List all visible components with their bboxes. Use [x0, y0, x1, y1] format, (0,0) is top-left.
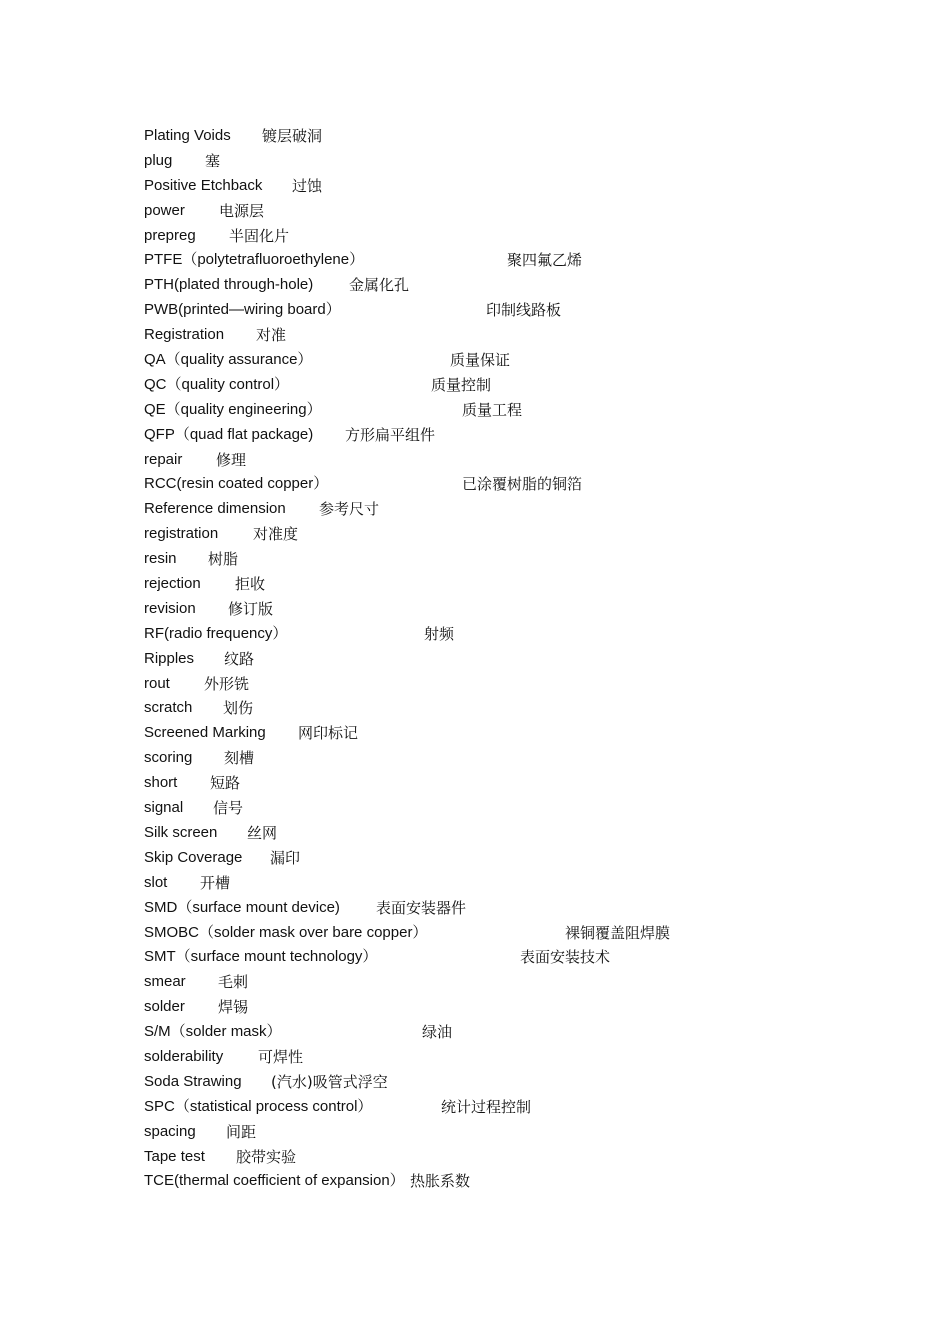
- chinese-translation: 树脂: [208, 550, 239, 569]
- english-term: Silk screen: [144, 823, 218, 841]
- glossary-entry: [144, 1145, 864, 1170]
- glossary-entry: [144, 1120, 864, 1145]
- english-term: QC（quality control）: [144, 375, 290, 393]
- chinese-translation: 表面安装技术: [520, 948, 611, 967]
- glossary-entry: [144, 497, 864, 522]
- chinese-translation: 参考尺寸: [319, 500, 380, 519]
- glossary-entry: [144, 323, 864, 348]
- english-term: slot: [144, 873, 168, 891]
- english-term: prepreg: [144, 226, 196, 244]
- glossary-entry: [144, 1095, 864, 1120]
- english-term: Skip Coverage: [144, 848, 243, 866]
- chinese-translation: 绿油: [422, 1023, 453, 1042]
- glossary-entry: [144, 423, 864, 448]
- english-term: Registration: [144, 326, 225, 344]
- chinese-translation: 印制线路板: [486, 301, 562, 320]
- glossary-entry: [144, 696, 864, 721]
- chinese-translation: 对准度: [253, 525, 299, 544]
- chinese-translation: 刻槽: [224, 749, 255, 768]
- english-term: RF(radio frequency）: [144, 624, 288, 642]
- glossary-entry: [144, 1045, 864, 1070]
- english-term: repair: [144, 450, 183, 468]
- chinese-translation: 划伤: [223, 699, 254, 718]
- glossary-entry: [144, 1169, 864, 1194]
- english-term: QA（quality assurance）: [144, 351, 313, 369]
- glossary-entry: [144, 896, 864, 921]
- english-term: Plating Voids: [144, 127, 231, 144]
- chinese-translation: 质量保证: [450, 351, 511, 370]
- chinese-translation: 射频: [424, 624, 455, 643]
- glossary-entry: [144, 871, 864, 896]
- english-term: solderability: [144, 1047, 224, 1065]
- glossary-entry: [144, 672, 864, 697]
- chinese-translation: 拒收: [235, 575, 266, 594]
- chinese-translation: 方形扁平组件: [345, 425, 436, 444]
- glossary-entry: [144, 921, 864, 946]
- english-term: S/M（solder mask）: [144, 1023, 282, 1041]
- chinese-translation: (汽水)吸管式浮空: [271, 1072, 388, 1091]
- english-term: QFP（quad flat package): [144, 425, 314, 443]
- english-term: Ripples: [144, 649, 195, 667]
- english-term: rout: [144, 674, 170, 692]
- glossary-entry: [144, 398, 864, 423]
- chinese-translation: 表面安装器件: [376, 898, 467, 917]
- chinese-translation: 漏印: [270, 848, 301, 867]
- chinese-translation: 统计过程控制: [441, 1097, 532, 1116]
- glossary-entry: [144, 174, 864, 199]
- chinese-translation: 塞: [205, 151, 221, 170]
- chinese-translation: 间距: [226, 1122, 257, 1141]
- chinese-translation: 已涂覆树脂的铜箔: [462, 475, 583, 494]
- chinese-translation: 过蚀: [292, 176, 323, 195]
- english-term: PWB(printed—wiring board）: [144, 301, 341, 319]
- english-term: rejection: [144, 575, 201, 593]
- chinese-translation: 半固化片: [229, 226, 290, 245]
- english-term: registration: [144, 525, 219, 543]
- glossary-entry: [144, 572, 864, 597]
- glossary-entry: [144, 622, 864, 647]
- chinese-translation: 镀层破洞: [262, 127, 323, 145]
- chinese-translation: 信号: [213, 799, 244, 818]
- english-term: revision: [144, 599, 196, 617]
- glossary-entry: [144, 472, 864, 497]
- chinese-translation: 可焊性: [258, 1047, 304, 1066]
- english-term: SMT（surface mount technology）: [144, 948, 378, 966]
- glossary-entry: [144, 273, 864, 298]
- glossary-entry: [144, 846, 864, 871]
- glossary-entry: [144, 149, 864, 174]
- english-term: signal: [144, 799, 184, 817]
- glossary-entry: [144, 721, 864, 746]
- chinese-translation: 修订版: [228, 599, 274, 618]
- glossary-entry: [144, 248, 864, 273]
- glossary-entry: [144, 995, 864, 1020]
- english-term: PTH(plated through-hole): [144, 276, 314, 294]
- english-term: spacing: [144, 1122, 196, 1140]
- glossary-entry: [144, 124, 864, 149]
- glossary-entry: [144, 771, 864, 796]
- glossary-entry: [144, 199, 864, 224]
- glossary-entry: [144, 373, 864, 398]
- english-term: power: [144, 201, 185, 219]
- glossary-entry: [144, 448, 864, 473]
- chinese-translation: 质量控制: [431, 375, 492, 394]
- chinese-translation: 短路: [210, 774, 241, 793]
- english-term: PTFE（polytetrafluoroethylene）: [144, 251, 365, 269]
- glossary-entry: [144, 647, 864, 672]
- glossary-entry: [144, 1020, 864, 1045]
- glossary-list: [144, 124, 864, 1194]
- english-term: Tape test: [144, 1147, 205, 1165]
- chinese-translation: 毛刺: [218, 973, 249, 992]
- english-term: solder: [144, 998, 185, 1016]
- english-term: Screened Marking: [144, 724, 266, 742]
- english-term: resin: [144, 550, 177, 568]
- chinese-translation: 开槽: [200, 873, 231, 892]
- english-term: SPC（statistical process control）: [144, 1097, 373, 1115]
- chinese-translation: 焊锡: [218, 998, 249, 1017]
- glossary-entry: [144, 348, 864, 373]
- chinese-translation: 纹路: [224, 649, 255, 668]
- glossary-entry: [144, 597, 864, 622]
- chinese-translation: 网印标记: [298, 724, 359, 743]
- chinese-translation: 聚四氟乙烯: [507, 251, 583, 270]
- english-term: plug: [144, 151, 173, 169]
- english-term: Reference dimension: [144, 500, 286, 518]
- english-term: Positive Etchback: [144, 176, 263, 194]
- glossary-entry: [144, 547, 864, 572]
- chinese-translation: 对准: [256, 326, 287, 345]
- glossary-entry: [144, 224, 864, 249]
- glossary-entry: [144, 522, 864, 547]
- glossary-entry: [144, 1070, 864, 1095]
- english-term: SMD（surface mount device): [144, 898, 340, 916]
- english-term: TCE(thermal coefficient of expansion）: [144, 1172, 405, 1190]
- chinese-translation: 电源层: [219, 201, 265, 220]
- chinese-translation: 修理: [216, 450, 247, 469]
- english-term: smear: [144, 973, 186, 991]
- english-term: SMOBC（solder mask over bare copper）: [144, 923, 428, 941]
- english-term: QE（quality engineering）: [144, 400, 322, 418]
- chinese-translation: 金属化孔: [349, 276, 410, 295]
- glossary-entry: [144, 945, 864, 970]
- glossary-entry: [144, 298, 864, 323]
- english-term: scoring: [144, 749, 193, 767]
- glossary-entry: [144, 970, 864, 995]
- chinese-translation: 外形铣: [204, 674, 250, 693]
- chinese-translation: 胶带实验: [236, 1147, 297, 1166]
- english-term: short: [144, 774, 178, 792]
- glossary-entry: [144, 821, 864, 846]
- glossary-entry: [144, 796, 864, 821]
- english-term: RCC(resin coated copper）: [144, 475, 329, 493]
- chinese-translation: 热胀系数: [410, 1172, 471, 1191]
- chinese-translation: 丝网: [247, 823, 278, 842]
- english-term: scratch: [144, 699, 193, 717]
- chinese-translation: 裸铜覆盖阻焊膜: [565, 923, 671, 942]
- glossary-entry: [144, 746, 864, 771]
- english-term: Soda Strawing: [144, 1072, 242, 1090]
- chinese-translation: 质量工程: [462, 400, 523, 419]
